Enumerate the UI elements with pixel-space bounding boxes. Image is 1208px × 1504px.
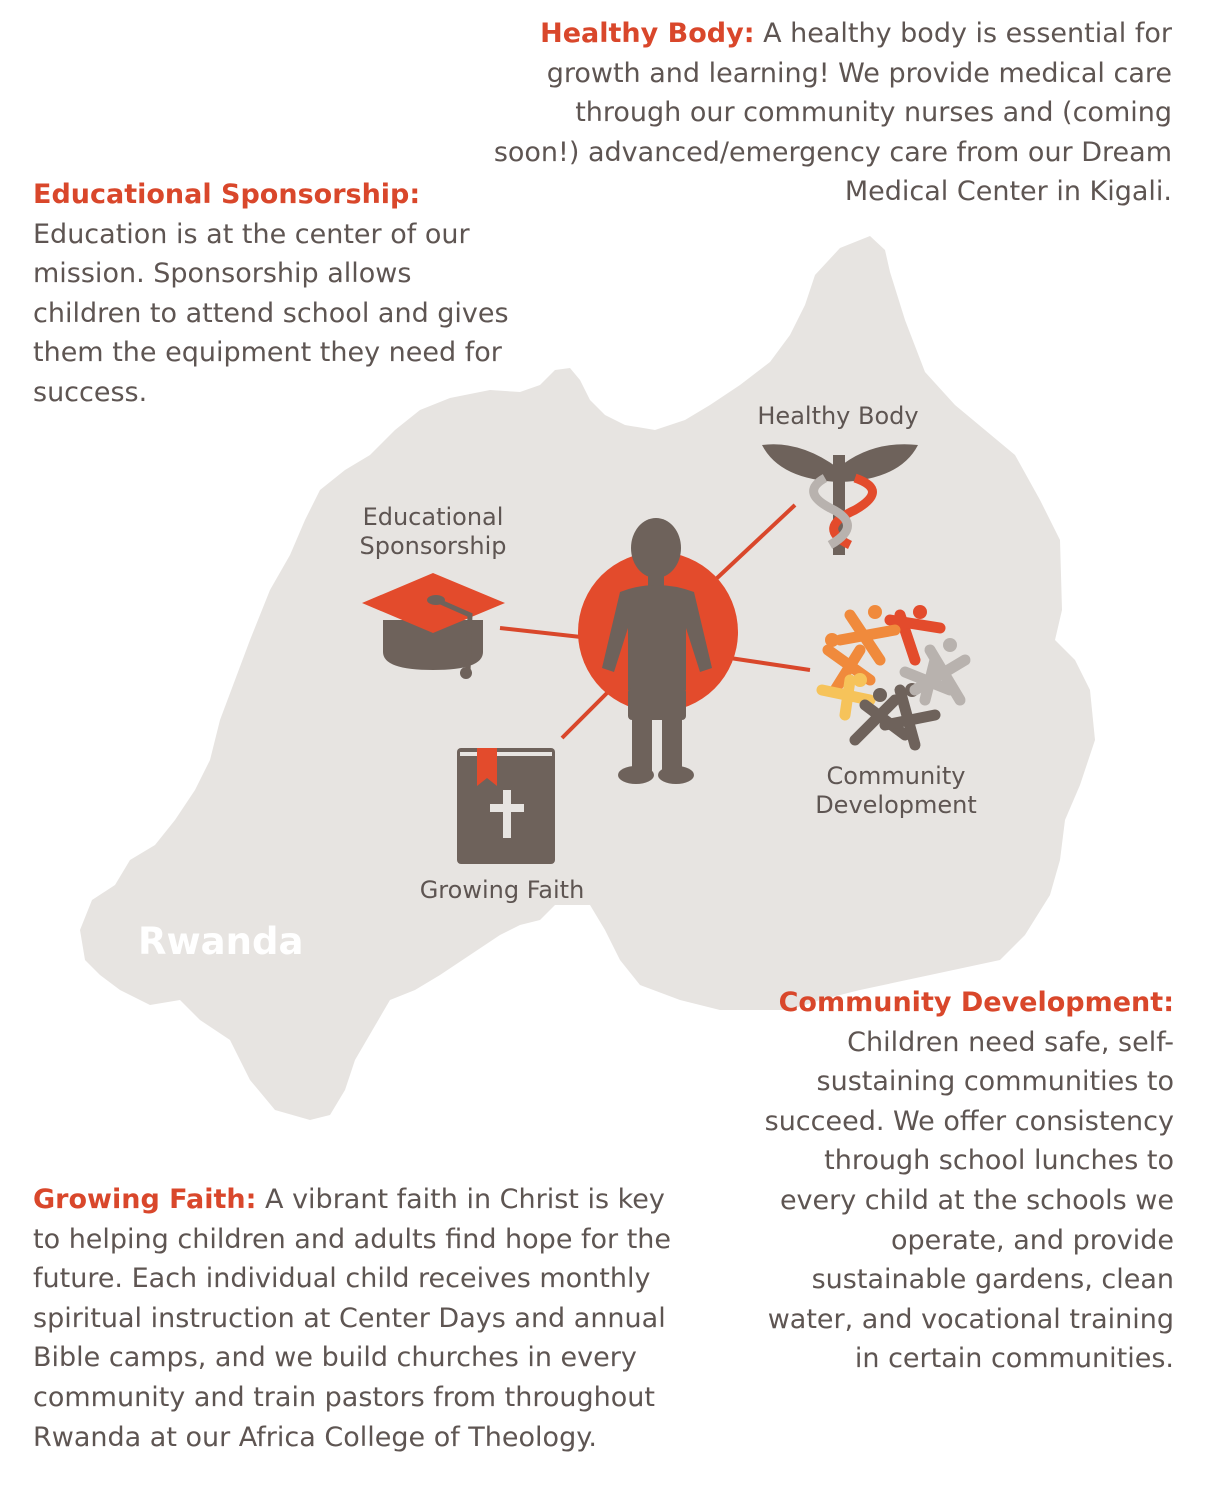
bible-icon: [457, 748, 555, 864]
healthy-body-text: A healthy body is essential for growth and learning! We provide medical care through our community nurses and (coming soon!) advanced/emergency care from our Dream Medical Center in Kigali.: [493, 18, 1172, 208]
educational-sponsorship-description: [33, 175, 513, 413]
node-label-line: Educational: [362, 503, 504, 531]
community-development-description: [744, 983, 1174, 1379]
community-development-heading: Community Development:: [778, 987, 1174, 1018]
growing-faith-text: A vibrant faith in Christ is key to helping children and adults find hope for the future. Each individual child receives monthly spiritual instruction at Center Days and annual Bible camps, and we build churches in every community and train pastors from throughout Rwanda at our Africa College of Theology.: [33, 1184, 672, 1453]
healthy-body-heading: Healthy Body:: [540, 18, 755, 49]
node-label-community-development: [796, 762, 996, 820]
node-label-educational-sponsorship: [333, 503, 533, 561]
node-label-line: Sponsorship: [359, 532, 507, 560]
healthy-body-description: [492, 14, 1172, 212]
node-label-line: Community: [826, 762, 966, 790]
node-label-line: Development: [815, 791, 977, 819]
educational-sponsorship-heading: Educational Sponsorship:: [33, 179, 421, 210]
node-label-growing-faith: Growing Faith: [419, 876, 585, 904]
node-label-healthy-body: Healthy Body: [757, 402, 919, 430]
growing-faith-heading: Growing Faith:: [33, 1184, 257, 1215]
country-label: Rwanda: [138, 920, 304, 963]
growing-faith-description: [33, 1180, 698, 1457]
educational-sponsorship-text: Education is at the center of our mission. Sponsorship allows children to attend school and gives them the equipment they need for success.: [33, 218, 509, 408]
community-development-text: Children need safe, self-sustaining communities to succeed. We offer consistency through school lunches to every child at the schools we operate, and provide sustainable gardens, clean water, and vocational training in certain communities.: [764, 1026, 1174, 1375]
